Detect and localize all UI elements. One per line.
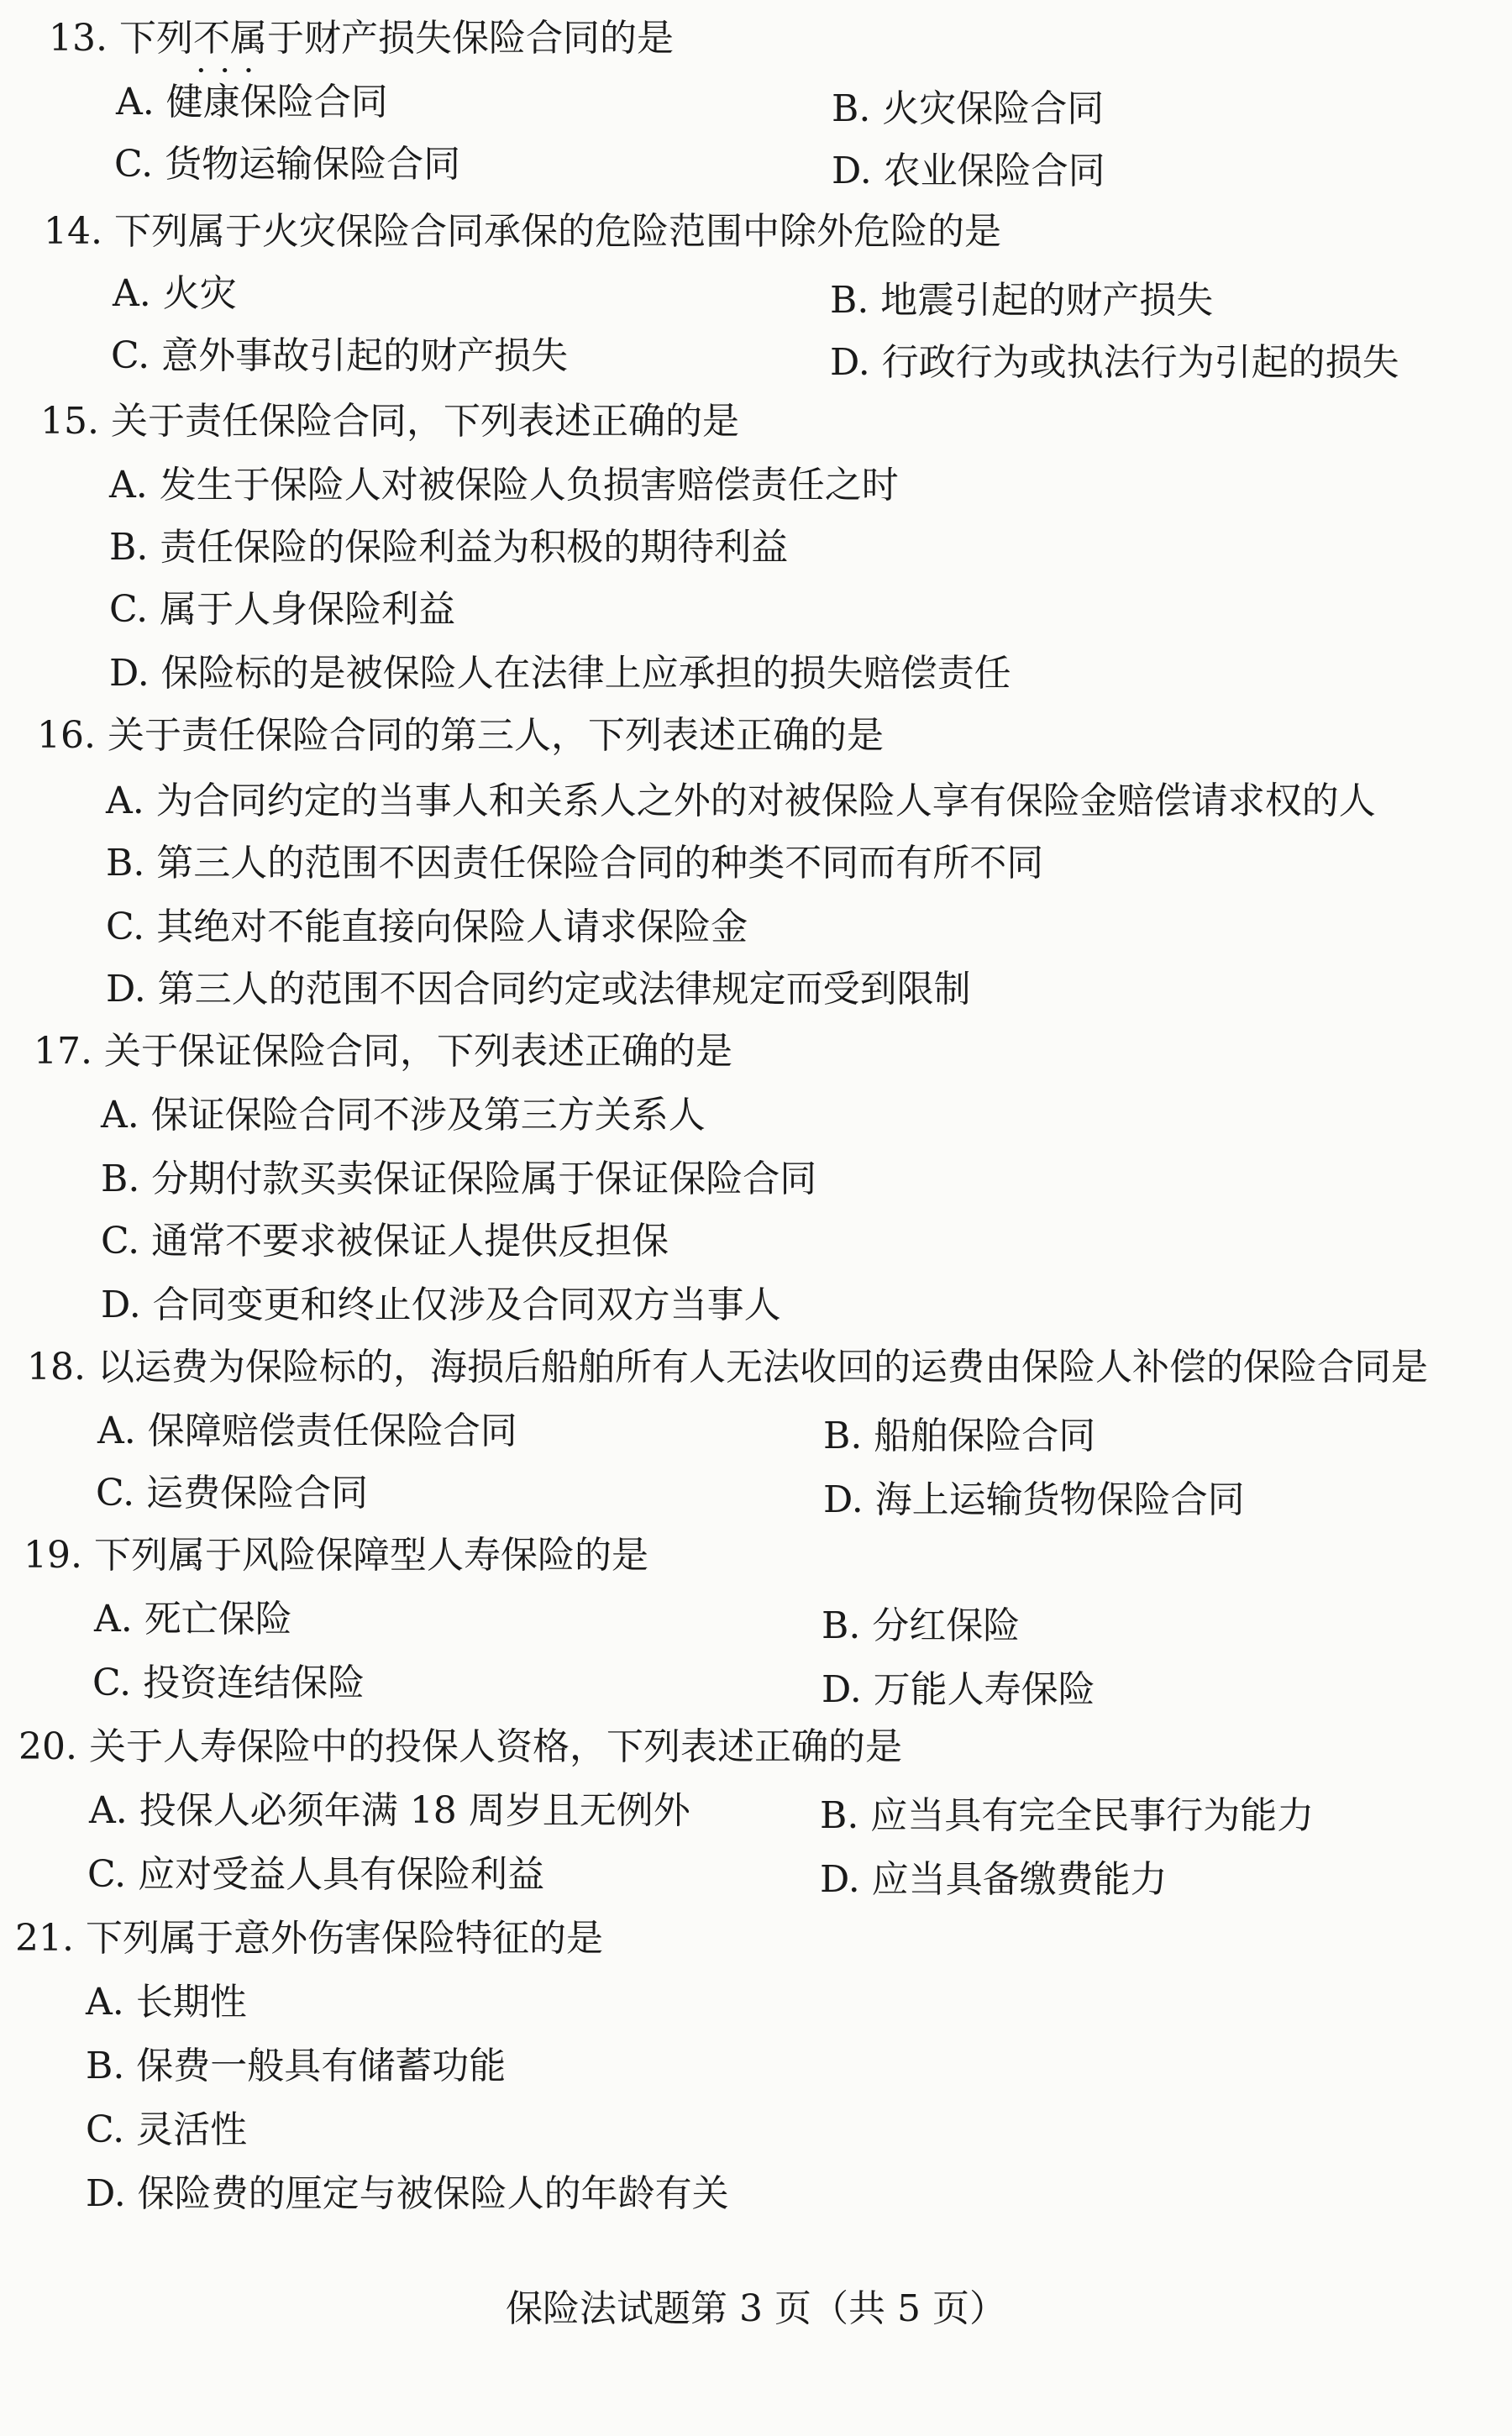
question-number: 17. <box>34 1030 92 1073</box>
option-c: C. 通常不要求被保证人提供反担保 <box>101 1220 669 1263</box>
question-stem <box>49 17 674 60</box>
question-stem <box>27 1346 1428 1389</box>
question-stem <box>44 210 1001 253</box>
option-a: A. 保证保险合同不涉及第三方关系人 <box>101 1094 706 1137</box>
question-number: 20. <box>18 1725 77 1768</box>
option-a: A. 健康保险合同 <box>116 81 388 123</box>
question-text: 关于保证保险合同，下列表述正确的是 <box>103 1030 732 1073</box>
question-text-post: 财产损失保险合同的是 <box>303 17 674 60</box>
question-stem <box>18 1725 902 1768</box>
question-stem <box>40 400 739 443</box>
option-a: A. 长期性 <box>86 1981 247 2024</box>
question-text: 下列属于火灾保险合同承保的危险范围中除外危险的是 <box>113 210 1001 253</box>
option-d: D. 保险标的是被保险人在法律上应承担的损失赔偿责任 <box>109 652 1011 695</box>
option-d: D. 农业保险合同 <box>832 150 1105 192</box>
option-d: D. 万能人寿保险 <box>822 1668 1095 1711</box>
option-a: A. 发生于保险人对被保险人负损害赔偿责任之时 <box>109 464 899 507</box>
option-a: A. 投保人必须年满 18 周岁且无例外 <box>89 1789 690 1832</box>
option-b: B. 火灾保险合同 <box>832 87 1105 130</box>
question-number: 13. <box>49 17 108 60</box>
question-text: 关于责任保险合同，下列表述正确的是 <box>110 400 739 443</box>
emphasized-text: 不属于 • • • <box>193 20 304 57</box>
option-c: C. 属于人身保险利益 <box>109 588 456 631</box>
option-b: B. 责任保险的保险利益为积极的期待利益 <box>109 526 789 569</box>
question-text: 下列属于意外伤害保险特征的是 <box>85 1917 603 1960</box>
option-c: C. 应对受益人具有保险利益 <box>87 1853 545 1896</box>
question-stem <box>34 1030 732 1073</box>
question-number: 19. <box>24 1534 82 1577</box>
question-stem <box>24 1534 648 1577</box>
option-c: C. 其绝对不能直接向保险人请求保险金 <box>106 906 748 948</box>
question-text: 以运费为保险标的，海损后船舶所有人无法收回的运费由保险人补偿的保险合同是 <box>97 1346 1428 1389</box>
question-stem <box>37 714 884 757</box>
option-a: A. 死亡保险 <box>94 1598 292 1641</box>
option-a: A. 火灾 <box>113 272 237 315</box>
option-a: A. 保障赔偿责任保险合同 <box>97 1410 517 1452</box>
option-d: D. 第三人的范围不因合同约定或法律规定而受到限制 <box>106 968 971 1011</box>
option-d: D. 海上运输货物保险合同 <box>823 1478 1245 1521</box>
option-b: B. 船舶保险合同 <box>823 1415 1096 1457</box>
question-stem <box>15 1917 603 1960</box>
question-text: 关于人寿保险中的投保人资格，下列表述正确的是 <box>88 1725 902 1768</box>
option-c: C. 灵活性 <box>86 2108 248 2151</box>
option-d: D. 应当具备缴费能力 <box>820 1858 1168 1901</box>
option-b: B. 应当具有完全民事行为能力 <box>820 1794 1315 1837</box>
question-text: 下列属于风险保障型人寿保险的是 <box>93 1534 648 1577</box>
question-number: 18. <box>27 1346 86 1389</box>
page-footer: 保险法试题第 3 页（共 5 页） <box>506 2287 1006 2330</box>
question-number: 16. <box>37 714 96 757</box>
option-b: B. 分红保险 <box>822 1604 1021 1647</box>
option-b: B. 第三人的范围不因责任保险合同的种类不同而有所不同 <box>106 842 1044 885</box>
question-number: 21. <box>15 1917 74 1960</box>
question-text-pre: 下列 <box>118 17 193 60</box>
option-b: B. 保费一般具有储蓄功能 <box>86 2045 507 2087</box>
option-b: B. 地震引起的财产损失 <box>830 279 1214 322</box>
option-c: C. 货物运输保险合同 <box>114 143 461 186</box>
option-b: B. 分期付款买卖保证保险属于保证保险合同 <box>101 1158 817 1200</box>
option-d: D. 保险费的厘定与被保险人的年龄有关 <box>86 2172 729 2215</box>
question-text: 关于责任保险合同的第三人，下列表述正确的是 <box>107 714 884 757</box>
option-c: C. 意外事故引起的财产损失 <box>111 334 569 377</box>
option-d: D. 行政行为或执法行为引起的损失 <box>830 341 1399 384</box>
option-c: C. 运费保险合同 <box>96 1472 369 1515</box>
option-c: C. 投资连结保险 <box>92 1662 365 1704</box>
option-a: A. 为合同约定的当事人和关系人之外的对被保险人享有保险金赔偿请求权的人 <box>106 780 1376 822</box>
question-number: 15. <box>40 400 99 443</box>
option-d: D. 合同变更和终止仅涉及合同双方当事人 <box>101 1284 781 1326</box>
question-number: 14. <box>44 210 102 253</box>
